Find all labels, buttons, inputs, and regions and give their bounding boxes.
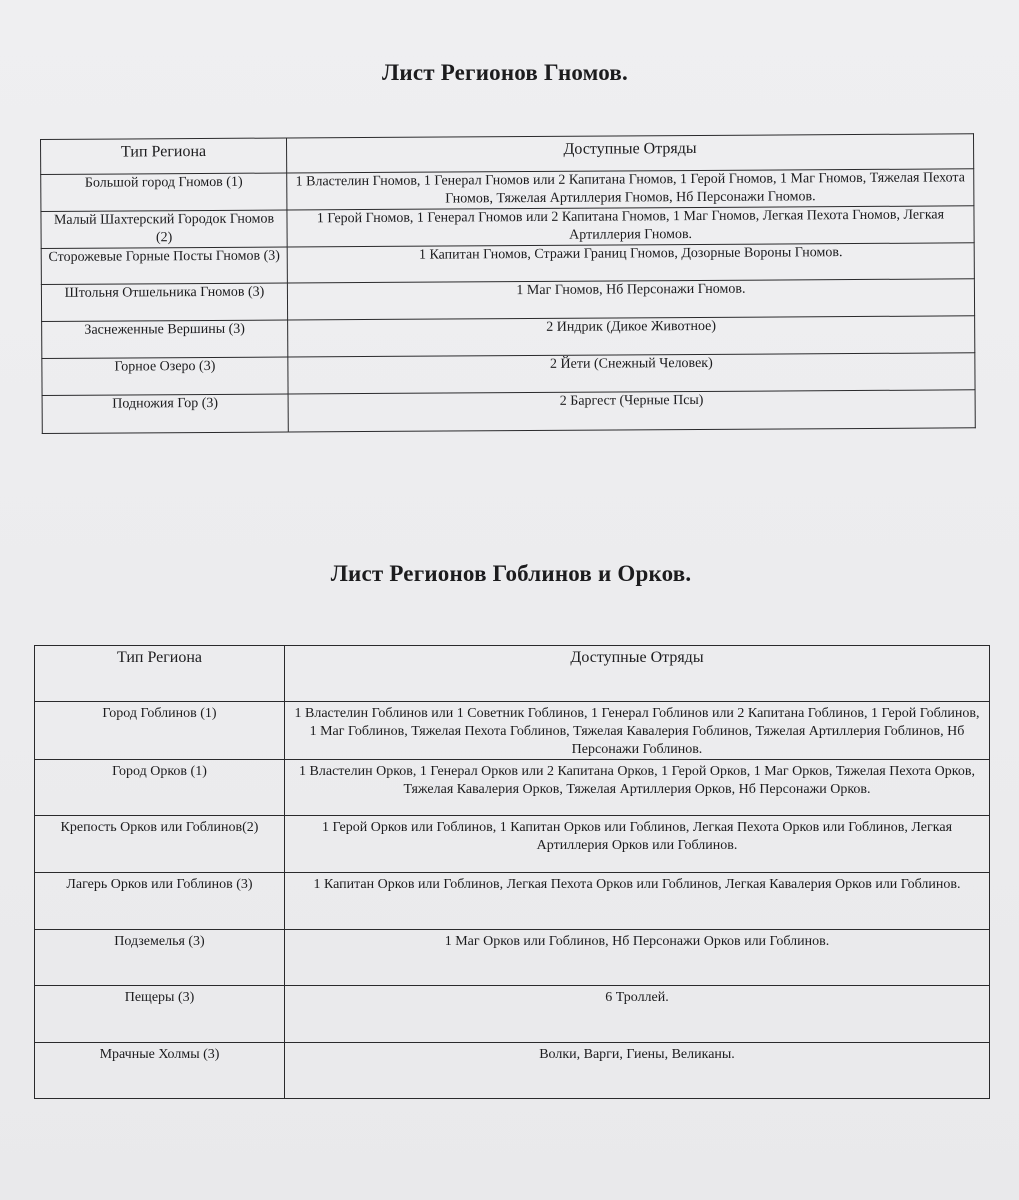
table-row [35,873,990,930]
header-region-type: Тип Региона [35,646,285,702]
region-type-cell: Большой город Гномов (1) [41,173,287,212]
region-type-cell: Пещеры (3) [35,986,285,1043]
table-row [42,316,975,359]
table-row [42,390,975,434]
table-row [41,206,974,249]
table-row [35,760,990,816]
available-units-cell: 2 Индрик (Дикое Животное) [288,316,975,357]
table-row [42,353,975,396]
available-units-cell: 1 Капитан Орков или Гоблинов, Легкая Пехота Орков или Гоблинов, Легкая Кавалерия Орков или Гоблинов. [285,873,990,930]
available-units-cell: 1 Маг Гномов, Нб Персонажи Гномов. [287,279,974,320]
region-type-cell: Крепость Орков или Гоблинов(2) [35,816,285,873]
available-units-cell: 1 Капитан Гномов, Стражи Границ Гномов, Дозорные Вороны Гномов. [287,243,974,283]
dwarf-regions-title: Лист Регионов Гномов. [382,60,628,85]
dwarf-regions-table [40,133,976,434]
table-row [35,930,990,986]
table-header-row [35,646,990,702]
table-row [35,1043,990,1099]
goblin-orc-regions-table [34,645,990,1099]
region-type-cell: Город Орков (1) [35,760,285,816]
available-units-cell: 2 Баргест (Черные Псы) [288,390,975,432]
available-units-cell: 1 Властелин Орков, 1 Генерал Орков или 2 Капитана Орков, 1 Герой Орков, 1 Маг Орков, Тяжелая Пехота Орков, Тяжелая Кавалерия Орков, Тяжелая Артиллерия Орков, Нб Персонажи Орков. [285,760,990,816]
table-row [35,702,990,760]
table-row [35,816,990,873]
available-units-cell: 1 Властелин Гоблинов или 1 Советник Гоблинов, 1 Генерал Гоблинов или 2 Капитана Гоблинов, 1 Герой Гоблинов, 1 Маг Гоблинов, Тяжелая Пехота Гоблинов, Тяжелая Кавалерия Гоблинов, Тяжелая Артиллерия Гоблинов, Нб Персонажи Гоблинов. [285,702,990,760]
available-units-cell: 1 Герой Орков или Гоблинов, 1 Капитан Орков или Гоблинов, Легкая Пехота Орков или Гоблинов, Легкая Артиллерия Орков или Гоблинов. [285,816,990,873]
available-units-cell: Волки, Варги, Гиены, Великаны. [285,1043,990,1099]
available-units-cell: 1 Властелин Гномов, 1 Генерал Гномов или 2 Капитана Гномов, 1 Герой Гномов, 1 Маг Гномов, Тяжелая Пехота Гномов, Тяжелая Артиллерия Гномов, Нб Персонажи Гномов. [287,169,974,210]
table-row [35,986,990,1043]
region-type-cell: Подземелья (3) [35,930,285,986]
region-type-cell: Подножия Гор (3) [42,394,288,434]
region-type-cell: Лагерь Орков или Гоблинов (3) [35,873,285,930]
region-type-cell: Заснеженные Вершины (3) [42,320,288,359]
available-units-cell: 1 Герой Гномов, 1 Генерал Гномов или 2 Капитана Гномов, 1 Маг Гномов, Легкая Пехота Гномов, Легкая Артиллерия Гномов. [287,206,974,247]
region-type-cell: Малый Шахтерский Городок Гномов (2) [41,210,287,249]
table-row [41,279,974,322]
table-row [41,169,974,212]
available-units-cell: 6 Троллей. [285,986,990,1043]
goblin-orc-regions-title: Лист Регионов Гоблинов и Орков. [330,561,692,586]
table-row [41,243,974,285]
header-available-units: Доступные Отряды [285,646,990,702]
region-type-cell: Сторожевые Горные Посты Гномов (3) [41,247,287,285]
region-type-cell: Горное Озеро (3) [42,357,288,396]
available-units-cell: 2 Йети (Снежный Человек) [288,353,975,394]
region-type-cell: Штольня Отшельника Гномов (3) [41,283,287,322]
region-type-cell: Город Гоблинов (1) [35,702,285,760]
region-type-cell: Мрачные Холмы (3) [35,1043,285,1099]
header-region-type: Тип Региона [41,138,287,175]
header-available-units: Доступные Отряды [286,134,973,173]
table-header-row [41,134,974,175]
available-units-cell: 1 Маг Орков или Гоблинов, Нб Персонажи Орков или Гоблинов. [285,930,990,986]
